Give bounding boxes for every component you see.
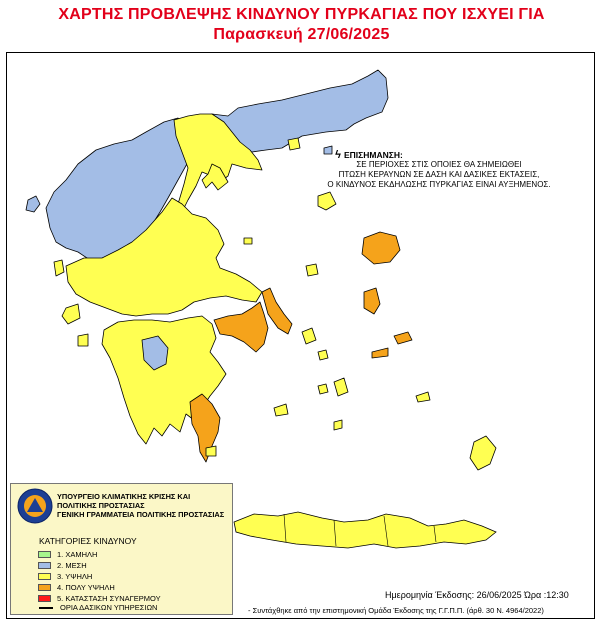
map-date: Παρασκευή 27/06/2025 (213, 26, 390, 43)
island-milos-high (274, 404, 288, 416)
warning-heading: ϟ ΕΠΙΣΗΜΑΝΣΗ: (335, 149, 403, 161)
island-skiathos-high (244, 238, 252, 244)
island-samos-very-high (394, 332, 412, 344)
island-rhodes-high (470, 436, 496, 470)
credit-note: - Συντάχθηκε από την επιστημονική Ομάδα Έκδοσης της Γ.Γ.Π.Π. (άρθ. 30 Ν. 4964/2022) (248, 606, 544, 615)
island-kos-high (416, 392, 430, 402)
map-title: ΧΑΡΤΗΣ ΠΡΟΒΛΕΨΗΣ ΚΙΝΔΥΝΟΥ ΠΥΡΚΑΓΙΑΣ ΠΟΥ ΙΣΧΥΕΙ ΓΙΑ (58, 6, 545, 23)
civil-protection-logo (17, 488, 53, 524)
lightning-warning (290, 150, 588, 190)
crete-map (224, 500, 603, 570)
island-lemnos-high (318, 192, 336, 210)
island-paros-high (318, 384, 328, 394)
legend-item-low: 1. ΧΑΜΗΛΗ (38, 550, 97, 559)
legend-item-high: 3. ΥΨΗΛΗ (38, 572, 92, 581)
island-naxos-high (334, 378, 348, 396)
island-lesvos-very-high (362, 232, 400, 264)
fire-risk-map (6, 52, 595, 482)
island-kythira-high (206, 446, 216, 456)
island-corfu-medium (26, 196, 40, 212)
legend-item-very-high: 4. ΠΟΛΥ ΥΨΗΛΗ (38, 583, 115, 592)
legend-item-medium: 2. ΜΕΣΗ (38, 561, 87, 570)
boundary-line-symbol (39, 607, 53, 609)
island-andros-high (302, 328, 316, 344)
island-santorini-high (334, 420, 342, 430)
swatch-alarm (38, 595, 51, 602)
legend-item-alarm: 5. ΚΑΤΑΣΤΑΣΗ ΣΥΝΑΓΕΡΜΟΥ (38, 594, 161, 603)
swatch-very-high (38, 584, 51, 591)
island-skyros-high (306, 264, 318, 276)
swatch-high (38, 573, 51, 580)
ministry-name: ΥΠΟΥΡΓΕΙΟ ΚΛΙΜΑΤΙΚΗΣ ΚΡΙΣΗΣ ΚΑΙ ΠΟΛΙΤΙΚΗΣ ΠΡΟΣΤΑΣΙΑΣ ΓΕΝΙΚΗ ΓΡΑΜΜΑΤΕΙΑ ΠΟΛΙΤΙΚΗΣ ΠΡΟΣΤΑΣΙΑΣ (57, 492, 225, 519)
island-kefalonia-high (62, 304, 80, 324)
island-crete-high (234, 512, 496, 548)
warning-line-1: ΣΕ ΠΕΡΙΟΧΕΣ ΣΤΙΣ ΟΠΟΙΕΣ ΘΑ ΣΗΜΕΙΩΘΕΙ (356, 160, 522, 169)
island-ikaria-very-high (372, 348, 388, 358)
issue-datetime: Ημερομηνία Έκδοσης: 26/06/2025 Ώρα :12:30 (385, 590, 569, 600)
island-thassos-high (288, 138, 300, 150)
swatch-medium (38, 562, 51, 569)
legend-panel (10, 483, 233, 615)
legend-boundary: ΟΡΙΑ ΔΑΣΙΚΩΝ ΥΠΗΡΕΣΙΩΝ (39, 603, 157, 612)
legend-title: ΚΑΤΗΓΟΡΙΕΣ ΚΙΝΔΥΝΟΥ (39, 536, 137, 546)
region-attica-very-high (214, 302, 268, 352)
swatch-low (38, 551, 51, 558)
island-chios-very-high (364, 288, 380, 314)
island-lefkada-high (54, 260, 64, 276)
island-tinos-high (318, 350, 328, 360)
lightning-icon: ϟ (335, 149, 341, 161)
warning-line-2: ΠΤΩΣΗ ΚΕΡΑΥΝΩΝ ΣΕ ΔΑΣΗ ΚΑΙ ΔΑΣΙΚΕΣ ΕΚΤΑΣΕΙΣ, (338, 170, 540, 179)
island-zakynthos-high (78, 334, 88, 346)
warning-line-3: Ο ΚΙΝΔΥΝΟΣ ΕΚΔΗΛΩΣΗΣ ΠΥΡΚΑΓΙΑΣ ΕΙΝΑΙ ΑΥΞΗΜΕΝΟΣ. (327, 180, 551, 189)
